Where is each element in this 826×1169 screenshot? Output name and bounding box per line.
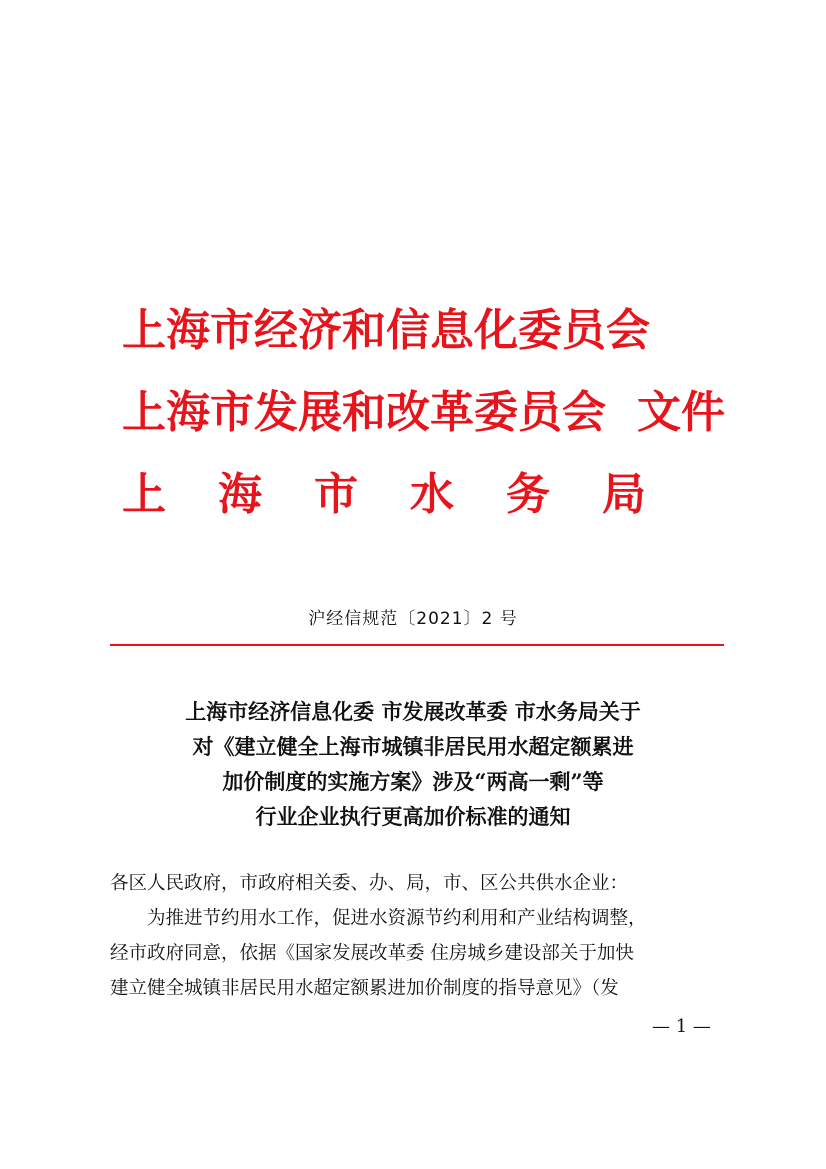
document-body [110, 866, 726, 1006]
page-number: — 1 — [652, 1016, 711, 1037]
issuer-development-reform: 上海市发展和改革委员会 [122, 387, 606, 438]
paragraph-line: 经市政府同意，依据《国家发展改革委 住房城乡建设部关于加快 [110, 943, 634, 964]
red-divider-line [110, 644, 724, 646]
document-number: 沪经信规范〔2021〕2 号 [308, 609, 518, 629]
title-line: 上海市经济信息化委 市发展改革委 市水务局关于 [185, 699, 641, 724]
title-line: 加价制度的实施方案》涉及“两高一剩”等 [222, 769, 604, 794]
paragraph-line: 建立健全城镇非居民用水超定额累进加价制度的指导意见》（发 [110, 978, 619, 999]
document-title [110, 694, 716, 834]
file-label: 文件 [637, 387, 725, 438]
addressee-line: 各区人民政府，市政府相关委、办、局，市、区公共供水企业： [110, 873, 629, 894]
issuer-economy-informatization: 上海市经济和信息化委员会 [122, 305, 650, 356]
paragraph-line: 为推进节约用水工作，促进水资源节约利用和产业结构调整， [147, 908, 647, 929]
issuer-water-authority: 上海市水务局 [122, 469, 698, 520]
title-line: 对《建立健全上海市城镇非居民用水超定额累进 [192, 734, 634, 759]
title-line: 行业企业执行更高加价标准的通知 [255, 804, 571, 829]
